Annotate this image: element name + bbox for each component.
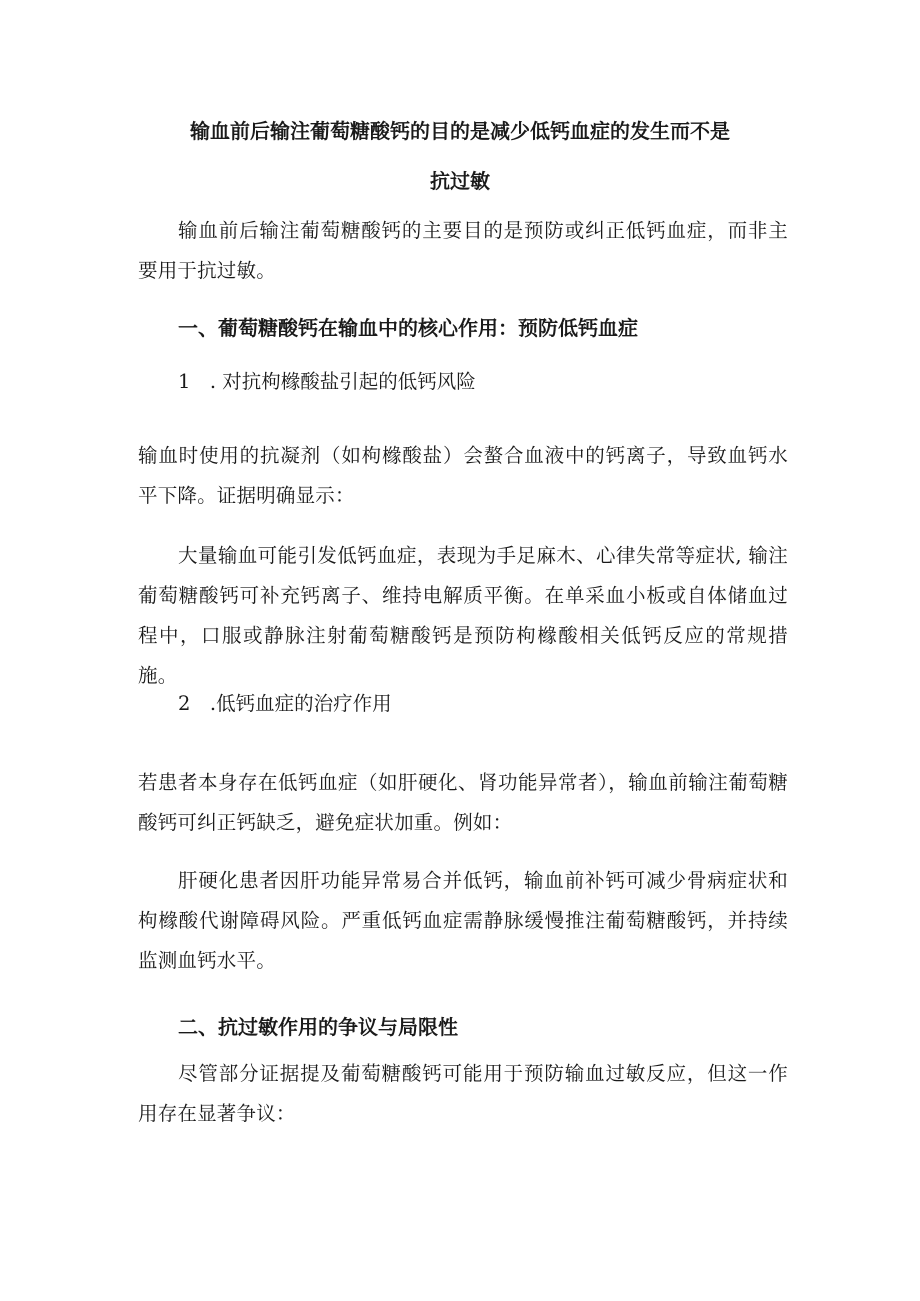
section-2-paragraph-1: 尽管部分证据提及葡萄糖酸钙可能用于预防输血过敏反应，但这一作用存在显著争议： (138, 1062, 788, 1125)
intro-paragraph: 输血前后输注葡萄糖酸钙的主要目的是预防或纠正低钙血症，而非主要用于抗过敏。 (138, 219, 788, 282)
subsection-1-paragraph-1: 输血时使用的抗凝剂（如枸橼酸盐）会螯合血液中的钙离子，导致血钙水平下降。证据明确显示： (138, 444, 788, 507)
subsection-2-heading: 2 .低钙血症的治疗作用 (178, 692, 392, 715)
subsection-2-paragraph-1: 若患者本身存在低钙血症（如肝硬化、肾功能异常者），输血前输注葡萄糖酸钙可纠正钙缺乏，避免症状加重。例如： (138, 771, 788, 834)
subsection-2-paragraph-2: 肝硬化患者因肝功能异常易合并低钙，输血前补钙可减少骨病症状和枸橼酸代谢障碍风险。严重低钙血症需静脉缓慢推注葡萄糖酸钙，并持续监测血钙水平。 (138, 869, 788, 972)
section-1-heading: 一、葡萄糖酸钙在输血中的核心作用：预防低钙血症 (178, 316, 638, 340)
subsection-1-paragraph-2: 大量输血可能引发低钙血症，表现为手足麻木、心律失常等症状, 输注葡萄糖酸钙可补充钙离子、维持电解质平衡。在单采血小板或自体储血过程中，口服或静脉注射葡萄糖酸钙是预防枸橼酸相关低钙反应的常规措施。 (138, 544, 788, 687)
subsection-1-heading: 1 . 对抗枸橼酸盐引起的低钙风险 (178, 370, 476, 393)
document-title-line-1: 输血前后输注葡萄糖酸钙的目的是减少低钙血症的发生而不是 (190, 119, 730, 143)
section-2-heading: 二、抗过敏作用的争议与局限性 (178, 1015, 458, 1039)
document-title-line-2: 抗过敏 (430, 169, 490, 193)
